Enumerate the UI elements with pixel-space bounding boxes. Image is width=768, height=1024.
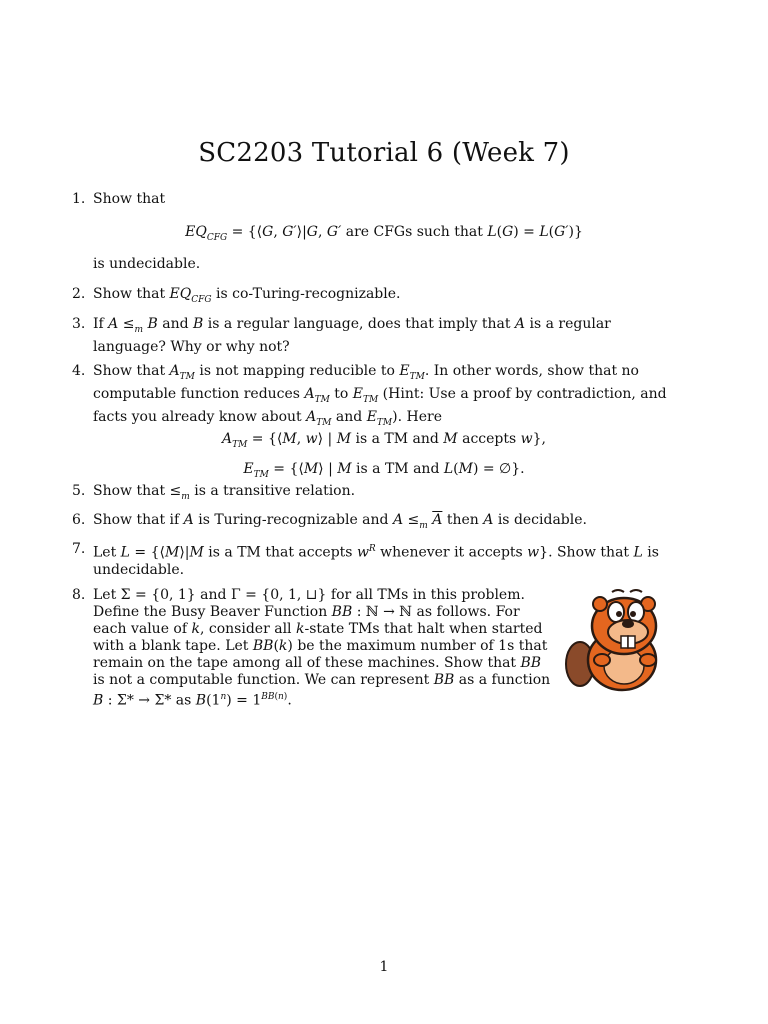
problem-text: Show that	[93, 191, 166, 207]
problem-number: 5.	[72, 483, 86, 499]
problem-text: Show that $\le_m$ is a transitive relation.	[93, 483, 356, 502]
problem-2	[72, 286, 676, 309]
problem-number: 3.	[72, 316, 86, 332]
problem-text-continued: is undecidable.	[93, 256, 201, 272]
problem-7	[72, 541, 676, 579]
equation-e-tm: $E_{TM}$ = {⟨M⟩ | M is a TM and L(M) = ∅}.	[243, 461, 525, 480]
problem-text: Show that if A is Turing-recognizable and $A \le_m$ $\overline{A}$ then A is decidable.	[93, 512, 587, 531]
equation-eq-cfg: $EQ_{CFG}$ = {⟨G, G′⟩|G, G′ are CFGs such that L(G) = L(G′)}	[185, 224, 583, 243]
problem-1	[72, 191, 676, 208]
problem-text: Let L = {⟨M⟩|M is a TM that accepts $w^R$ whenever it accepts w}. Show that L is undecidable.	[93, 544, 659, 578]
page-title: SC2203 Tutorial 6 (Week 7)	[198, 138, 570, 168]
equation-a-tm: $A_{TM}$ = {⟨M, w⟩ | M is a TM and M accepts w},	[222, 431, 546, 450]
problem-number: 1.	[72, 191, 86, 207]
problem-1-tail	[72, 256, 676, 273]
problem-number: 6.	[72, 512, 86, 528]
page-number: 1	[379, 959, 389, 975]
problem-8	[72, 587, 554, 710]
problem-3	[72, 316, 676, 356]
problem-number: 8.	[72, 587, 86, 603]
problem-text: Show that $A_{TM}$ is not mapping reducible to $E_{TM}$. In other words, show that no computable function reduces $A_{TM}$ to $E_{TM}$ (Hint: Use a proof by contradiction, and facts you already know about $A_{TM}$ and $E_{TM}$). Here	[93, 363, 667, 428]
problem-number: 4.	[72, 363, 86, 379]
problem-4	[72, 363, 676, 431]
problem-6	[72, 512, 676, 535]
problem-number: 7.	[72, 541, 86, 557]
problem-number: 2.	[72, 286, 86, 302]
problem-text: Let Σ = {0, 1} and Γ = {0, 1, ⊔} for all TMs in this problem. Define the Busy Beaver Function BB : ℕ → ℕ as follows. For each value of k, consider all k-state TMs that halt when started with a blank tape. Let BB(k) be the maximum number of 1s that remain on the tape among all of these machines. Show that BB is not a computable function. We can represent BB as a function B : Σ* → Σ* as $B(1^n) = 1^{BB(n)}$.	[93, 587, 551, 709]
beaver-icon	[562, 588, 674, 694]
problem-text: If $A \le_m$ B and B is a regular language, does that imply that A is a regular language? Why or why not?	[93, 316, 611, 355]
problem-text: Show that $EQ_{CFG}$ is co-Turing-recognizable.	[93, 286, 401, 305]
problem-5	[72, 483, 676, 506]
